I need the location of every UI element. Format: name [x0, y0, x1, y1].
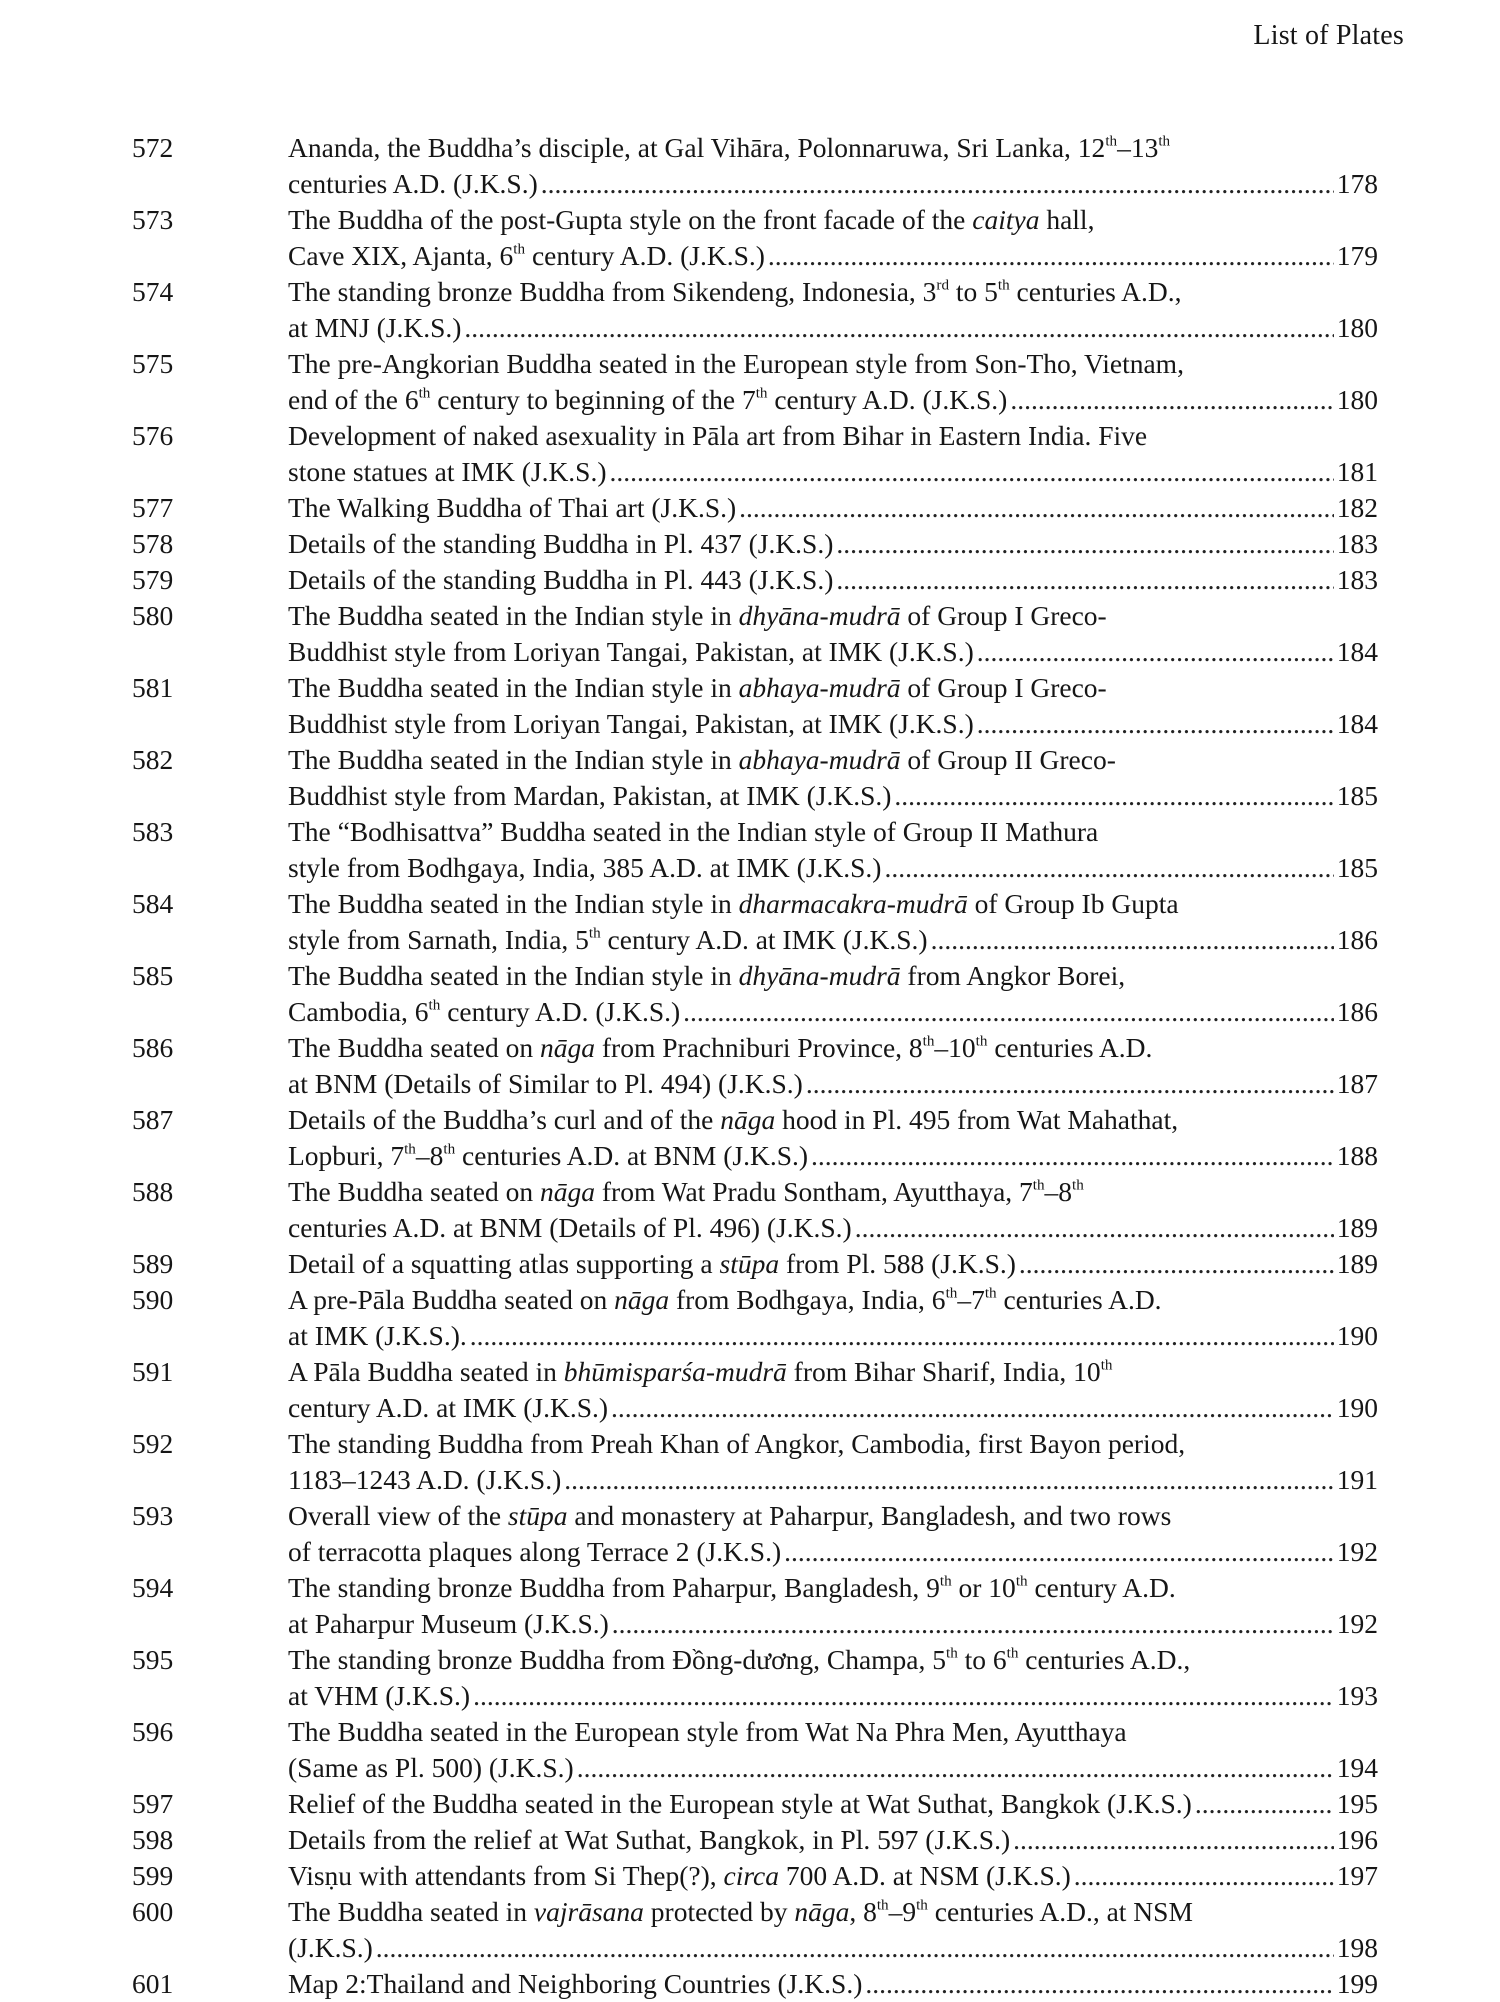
dot-leader — [977, 634, 1334, 670]
dot-leader — [577, 1750, 1334, 1786]
caption-text: The Walking Buddha of Thai art (J.K.S.) — [288, 492, 737, 523]
dot-leader — [768, 238, 1334, 274]
page-number: 191 — [1336, 1464, 1378, 1495]
plate-number: 586 — [132, 1032, 174, 1063]
plate-number: 577 — [132, 492, 174, 523]
plate-entry — [0, 346, 1500, 418]
plate-entry — [0, 1246, 1500, 1282]
plate-caption — [288, 1246, 1378, 1282]
caption-line — [288, 1966, 1378, 2002]
caption-text: at MNJ (J.K.S.) — [288, 312, 462, 343]
caption-line: A pre-Pāla Buddha seated on nāga from Bodhgaya, India, 6th–7th centuries A.D. — [288, 1284, 1162, 1315]
plate-caption — [288, 1786, 1378, 1822]
caption-line: The Buddha seated in the Indian style in abhaya-mudrā of Group I Greco- — [288, 672, 1107, 703]
caption-line: The Buddha seated in the Indian style in dharmacakra-mudrā of Group Ib Gupta — [288, 888, 1179, 919]
plate-caption — [288, 346, 1378, 418]
caption-text: Buddhist style from Loriyan Tangai, Pakistan, at IMK (J.K.S.) — [288, 708, 974, 739]
plate-number: 576 — [132, 420, 174, 451]
caption-text: centuries A.D. (J.K.S.) — [288, 168, 538, 199]
page-number: 189 — [1336, 1248, 1378, 1279]
page-number: 188 — [1336, 1140, 1378, 1171]
caption-line — [288, 310, 1378, 346]
page-number: 198 — [1336, 1932, 1378, 1963]
page-number: 181 — [1336, 456, 1378, 487]
plate-caption — [288, 1570, 1378, 1642]
caption-text: Cave XIX, Ajanta, 6th century A.D. (J.K.S.) — [288, 240, 765, 271]
caption-text: at BNM (Details of Similar to Pl. 494) (J.K.S.) — [288, 1068, 803, 1099]
plate-number: 593 — [132, 1500, 174, 1531]
caption-line — [288, 1390, 1378, 1426]
dot-leader — [855, 1210, 1334, 1246]
caption-line — [288, 778, 1378, 814]
dot-leader — [1010, 382, 1333, 418]
plate-caption — [288, 886, 1378, 958]
list-of-plates — [0, 130, 1500, 2002]
caption-text: Lopburi, 7th–8th centuries A.D. at BNM (J.K.S.) — [288, 1140, 809, 1171]
caption-text: Relief of the Buddha seated in the European style at Wat Suthat, Bangkok (J.K.S.) — [288, 1788, 1192, 1819]
page-number: 182 — [1336, 492, 1378, 523]
plate-number: 580 — [132, 600, 174, 631]
caption-line — [288, 1534, 1378, 1570]
plate-number: 589 — [132, 1248, 174, 1279]
caption-line — [288, 706, 1378, 742]
caption-text: style from Sarnath, India, 5th century A.D. at IMK (J.K.S.) — [288, 924, 928, 955]
plate-entry — [0, 1498, 1500, 1570]
page-number: 186 — [1336, 996, 1378, 1027]
page-number: 199 — [1336, 1968, 1378, 1999]
page-number: 189 — [1336, 1212, 1378, 1243]
caption-text: stone statues at IMK (J.K.S.) — [288, 456, 607, 487]
caption-text: at IMK (J.K.S.). — [288, 1320, 467, 1351]
caption-text: (Same as Pl. 500) (J.K.S.) — [288, 1752, 574, 1783]
dot-leader — [1013, 1822, 1334, 1858]
plate-number: 599 — [132, 1860, 174, 1891]
caption-line — [288, 454, 1378, 490]
caption-line: The Buddha seated in the European style from Wat Na Phra Men, Ayutthaya — [288, 1716, 1127, 1747]
plate-caption — [288, 1174, 1378, 1246]
plate-number: 595 — [132, 1644, 174, 1675]
plate-entry — [0, 1102, 1500, 1174]
dot-leader — [806, 1066, 1334, 1102]
dot-leader — [836, 562, 1333, 598]
dot-leader — [610, 454, 1334, 490]
caption-line — [288, 562, 1378, 598]
dot-leader — [894, 778, 1333, 814]
plate-caption — [288, 598, 1378, 670]
plate-entry — [0, 1030, 1500, 1102]
caption-line — [288, 922, 1378, 958]
caption-text: at VHM (J.K.S.) — [288, 1680, 471, 1711]
plate-number: 596 — [132, 1716, 174, 1747]
caption-line: The Buddha seated in the Indian style in abhaya-mudrā of Group II Greco- — [288, 744, 1116, 775]
page-number: 186 — [1336, 924, 1378, 955]
dot-leader — [865, 1966, 1333, 2002]
dot-leader — [836, 526, 1333, 562]
plate-number: 572 — [132, 132, 174, 163]
plate-entry — [0, 490, 1500, 526]
page-number: 185 — [1336, 780, 1378, 811]
caption-text: (J.K.S.) — [288, 1932, 373, 1963]
page-number: 185 — [1336, 852, 1378, 883]
caption-text: 1183–1243 A.D. (J.K.S.) — [288, 1464, 562, 1495]
caption-text: centuries A.D. at BNM (Details of Pl. 496) (J.K.S.) — [288, 1212, 852, 1243]
plate-entry — [0, 1174, 1500, 1246]
plate-number: 584 — [132, 888, 174, 919]
dot-leader — [739, 490, 1334, 526]
page-number: 192 — [1336, 1608, 1378, 1639]
dot-leader — [470, 1318, 1334, 1354]
dot-leader — [811, 1138, 1334, 1174]
caption-text: style from Bodhgaya, India, 385 A.D. at IMK (J.K.S.) — [288, 852, 882, 883]
page-number: 190 — [1336, 1320, 1378, 1351]
plate-number: 601 — [132, 1968, 174, 1999]
caption-text: Map 2:Thailand and Neighboring Countries (J.K.S.) — [288, 1968, 863, 1999]
caption-line — [288, 166, 1378, 202]
plate-number: 575 — [132, 348, 174, 379]
caption-text: Buddhist style from Loriyan Tangai, Pakistan, at IMK (J.K.S.) — [288, 636, 974, 667]
caption-line: The standing bronze Buddha from Paharpur, Bangladesh, 9th or 10th century A.D. — [288, 1572, 1176, 1603]
plate-entry — [0, 202, 1500, 274]
dot-leader — [1195, 1786, 1334, 1822]
caption-line — [288, 1462, 1378, 1498]
plate-entry — [0, 1786, 1500, 1822]
caption-line — [288, 1858, 1378, 1894]
page-number: 197 — [1336, 1860, 1378, 1891]
page-number: 194 — [1336, 1752, 1378, 1783]
plate-number: 591 — [132, 1356, 174, 1387]
caption-text: Cambodia, 6th century A.D. (J.K.S.) — [288, 996, 681, 1027]
plate-entry — [0, 274, 1500, 346]
dot-leader — [541, 166, 1334, 202]
caption-text: Visṇu with attendants from Si Thep(?), circa 700 A.D. at NSM (J.K.S.) — [288, 1860, 1071, 1891]
caption-text: Details from the relief at Wat Suthat, Bangkok, in Pl. 597 (J.K.S.) — [288, 1824, 1011, 1855]
caption-line: Overall view of the stūpa and monastery at Paharpur, Bangladesh, and two rows — [288, 1500, 1172, 1531]
plate-caption — [288, 1642, 1378, 1714]
caption-line — [288, 1066, 1378, 1102]
caption-line: The standing bronze Buddha from Sikendeng, Indonesia, 3rd to 5th centuries A.D., — [288, 276, 1182, 307]
page-number: 190 — [1336, 1392, 1378, 1423]
caption-line — [288, 490, 1378, 526]
plate-entry — [0, 562, 1500, 598]
plate-caption — [288, 814, 1378, 886]
dot-leader — [611, 1390, 1334, 1426]
caption-line: Ananda, the Buddha’s disciple, at Gal Vihāra, Polonnaruwa, Sri Lanka, 12th–13th — [288, 132, 1171, 163]
plate-number: 600 — [132, 1896, 174, 1927]
plate-number: 587 — [132, 1104, 174, 1135]
plate-entry — [0, 1354, 1500, 1426]
plate-entry — [0, 1642, 1500, 1714]
page-number: 184 — [1336, 636, 1378, 667]
plate-caption — [288, 742, 1378, 814]
caption-line — [288, 1822, 1378, 1858]
caption-line — [288, 1786, 1378, 1822]
caption-line — [288, 1678, 1378, 1714]
caption-line — [288, 634, 1378, 670]
plate-caption — [288, 1894, 1378, 1966]
plate-caption — [288, 1498, 1378, 1570]
dot-leader — [564, 1462, 1334, 1498]
caption-line: The standing bronze Buddha from Đồng-dương, Champa, 5th to 6th centuries A.D., — [288, 1644, 1191, 1675]
plate-entry — [0, 1282, 1500, 1354]
plate-entry — [0, 130, 1500, 202]
caption-text: of terracotta plaques along Terrace 2 (J.K.S.) — [288, 1536, 782, 1567]
plate-number: 597 — [132, 1788, 174, 1819]
plate-caption — [288, 1858, 1378, 1894]
page-number: 193 — [1336, 1680, 1378, 1711]
caption-text: Details of the standing Buddha in Pl. 437 (J.K.S.) — [288, 528, 834, 559]
caption-line: The Buddha seated on nāga from Wat Pradu Sontham, Ayutthaya, 7th–8th — [288, 1176, 1084, 1207]
plate-caption — [288, 274, 1378, 346]
caption-line — [288, 1138, 1378, 1174]
plate-number: 592 — [132, 1428, 174, 1459]
plate-caption — [288, 1102, 1378, 1174]
running-header: List of Plates — [1253, 20, 1404, 51]
caption-line — [288, 382, 1378, 418]
caption-line: The Buddha seated on nāga from Prachniburi Province, 8th–10th centuries A.D. — [288, 1032, 1153, 1063]
plate-entry — [0, 1714, 1500, 1786]
plate-entry — [0, 526, 1500, 562]
plate-entry — [0, 742, 1500, 814]
caption-line: The Buddha of the post-Gupta style on the front facade of the caitya hall, — [288, 204, 1095, 235]
caption-line — [288, 238, 1378, 274]
plate-caption — [288, 1282, 1378, 1354]
plate-entry — [0, 1570, 1500, 1642]
plate-caption — [288, 1030, 1378, 1102]
caption-line — [288, 994, 1378, 1030]
caption-text: century A.D. at IMK (J.K.S.) — [288, 1392, 609, 1423]
dot-leader — [977, 706, 1334, 742]
plate-caption — [288, 202, 1378, 274]
page-number: 178 — [1336, 168, 1378, 199]
dot-leader — [931, 922, 1334, 958]
dot-leader — [473, 1678, 1334, 1714]
caption-line: The pre-Angkorian Buddha seated in the European style from Son-Tho, Vietnam, — [288, 348, 1184, 379]
caption-line: Development of naked asexuality in Pāla art from Bihar in Eastern India. Five — [288, 420, 1148, 451]
plate-number: 583 — [132, 816, 174, 847]
plate-caption — [288, 1426, 1378, 1498]
plate-entry — [0, 886, 1500, 958]
plate-caption — [288, 130, 1378, 202]
caption-line — [288, 1246, 1378, 1282]
plate-entry — [0, 1822, 1500, 1858]
dot-leader — [376, 1930, 1334, 1966]
plate-caption — [288, 526, 1378, 562]
plate-caption — [288, 562, 1378, 598]
dot-leader — [683, 994, 1334, 1030]
dot-leader — [612, 1606, 1334, 1642]
caption-line — [288, 1318, 1378, 1354]
plate-number: 578 — [132, 528, 174, 559]
plate-number: 594 — [132, 1572, 174, 1603]
page-number: 183 — [1336, 564, 1378, 595]
plate-entry — [0, 598, 1500, 670]
dot-leader — [1074, 1858, 1334, 1894]
plate-entry — [0, 958, 1500, 1030]
caption-line: Details of the Buddha’s curl and of the nāga hood in Pl. 495 from Wat Mahathat, — [288, 1104, 1179, 1135]
caption-text: Detail of a squatting atlas supporting a stūpa from Pl. 588 (J.K.S.) — [288, 1248, 1016, 1279]
caption-line — [288, 850, 1378, 886]
plate-entry — [0, 670, 1500, 742]
page-number: 195 — [1336, 1788, 1378, 1819]
plate-number: 585 — [132, 960, 174, 991]
plate-caption — [288, 1354, 1378, 1426]
caption-line: The Buddha seated in vajrāsana protected by nāga, 8th–9th centuries A.D., at NSM — [288, 1896, 1193, 1927]
plate-number: 574 — [132, 276, 174, 307]
caption-text: Details of the standing Buddha in Pl. 443 (J.K.S.) — [288, 564, 834, 595]
caption-line: The standing Buddha from Preah Khan of Angkor, Cambodia, first Bayon period, — [288, 1428, 1186, 1459]
page-number: 180 — [1336, 312, 1378, 343]
plate-number: 581 — [132, 672, 174, 703]
plate-caption — [288, 418, 1378, 490]
dot-leader — [1019, 1246, 1334, 1282]
dot-leader — [464, 310, 1333, 346]
caption-line: A Pāla Buddha seated in bhūmisparśa-mudrā from Bihar Sharif, India, 10th — [288, 1356, 1113, 1387]
plate-number: 573 — [132, 204, 174, 235]
caption-line: The Buddha seated in the Indian style in dhyāna-mudrā of Group I Greco- — [288, 600, 1107, 631]
dot-leader — [784, 1534, 1334, 1570]
page-number: 183 — [1336, 528, 1378, 559]
plate-number: 579 — [132, 564, 174, 595]
plate-caption — [288, 1714, 1378, 1786]
caption-text: end of the 6th century to beginning of the 7th century A.D. (J.K.S.) — [288, 384, 1008, 415]
plate-caption — [288, 490, 1378, 526]
page-number: 179 — [1336, 240, 1378, 271]
page-number: 196 — [1336, 1824, 1378, 1855]
plate-entry — [0, 1894, 1500, 1966]
dot-leader — [884, 850, 1333, 886]
plate-entry — [0, 1966, 1500, 2002]
caption-line — [288, 526, 1378, 562]
plate-entry — [0, 1858, 1500, 1894]
plate-number: 598 — [132, 1824, 174, 1855]
caption-text: at Paharpur Museum (J.K.S.) — [288, 1608, 609, 1639]
caption-line — [288, 1210, 1378, 1246]
plate-number: 588 — [132, 1176, 174, 1207]
caption-line — [288, 1930, 1378, 1966]
plate-caption — [288, 670, 1378, 742]
page-number: 192 — [1336, 1536, 1378, 1567]
caption-text: Buddhist style from Mardan, Pakistan, at IMK (J.K.S.) — [288, 780, 892, 811]
plate-caption — [288, 1822, 1378, 1858]
plate-caption — [288, 958, 1378, 1030]
page-number: 187 — [1336, 1068, 1378, 1099]
caption-line — [288, 1606, 1378, 1642]
caption-line: The Buddha seated in the Indian style in dhyāna-mudrā from Angkor Borei, — [288, 960, 1126, 991]
caption-line — [288, 1750, 1378, 1786]
plate-entry — [0, 418, 1500, 490]
plate-number: 590 — [132, 1284, 174, 1315]
plate-entry — [0, 814, 1500, 886]
plate-caption — [288, 1966, 1378, 2002]
plate-entry — [0, 1426, 1500, 1498]
page-number: 180 — [1336, 384, 1378, 415]
plate-number: 582 — [132, 744, 174, 775]
page-number: 184 — [1336, 708, 1378, 739]
caption-line: The “Bodhisattva” Buddha seated in the Indian style of Group II Mathura — [288, 816, 1099, 847]
